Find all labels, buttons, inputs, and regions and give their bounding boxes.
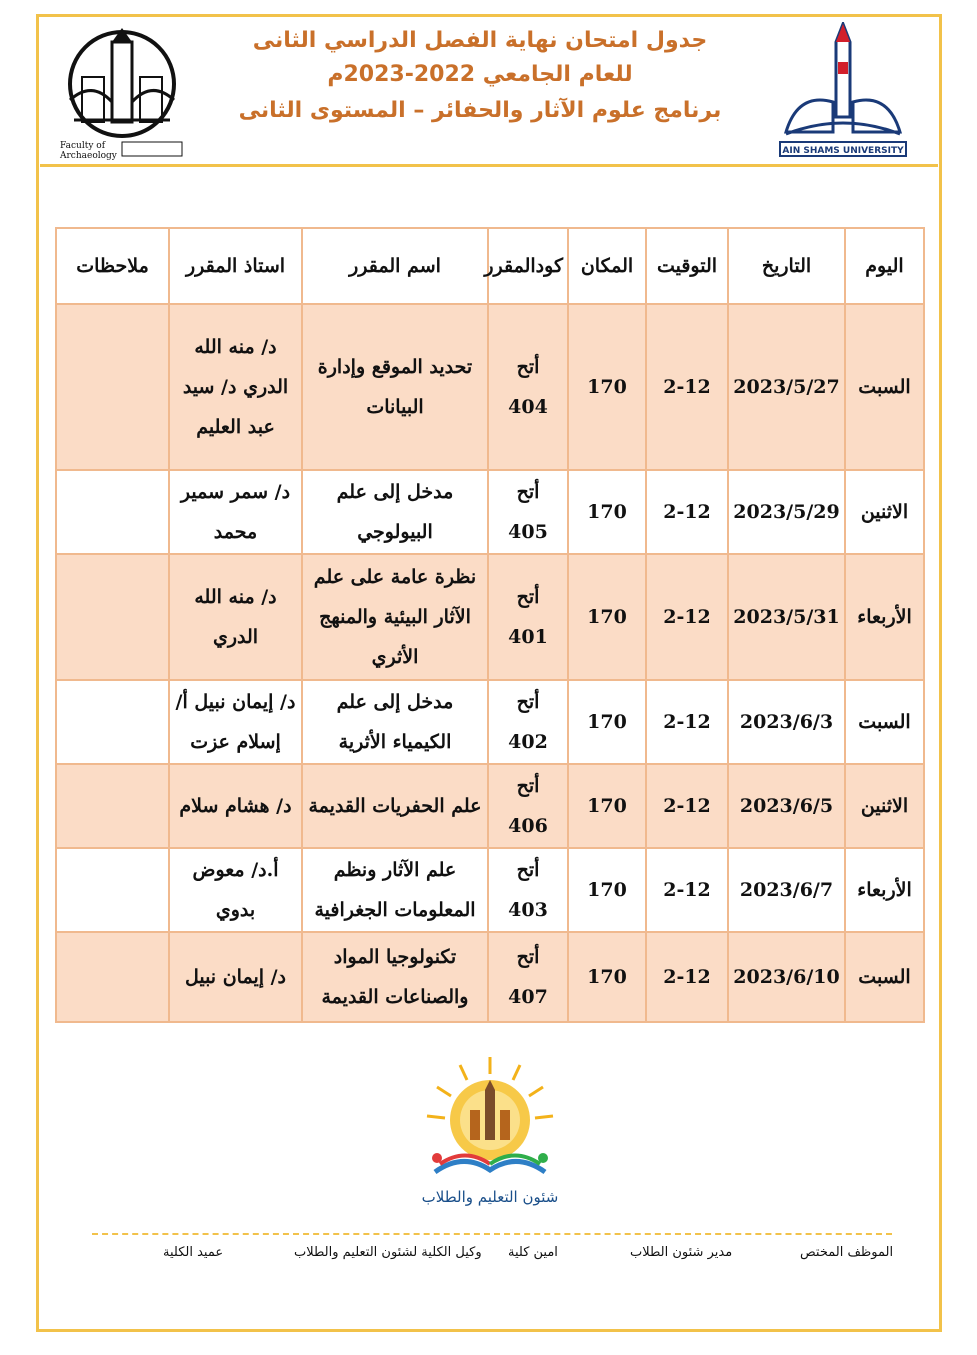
cell-time: 2-12 <box>646 470 728 554</box>
code-prefix: أتح <box>516 586 540 608</box>
table-row <box>56 304 924 470</box>
col-header-date: التاريخ <box>728 228 845 304</box>
cell-time: 2-12 <box>646 304 728 470</box>
code-number: 406 <box>508 815 548 837</box>
cell-professor: د/ سمر سمير محمد <box>169 470 302 554</box>
signature-affairs-director: مدير شئون الطلاب <box>630 1245 733 1260</box>
cell-professor: د/ إيمان نبيل <box>169 932 302 1022</box>
col-header-professor: استاذ المقرر <box>169 228 302 304</box>
cell-professor: د/ منه الله الدري د/ سيد عبد العليم <box>169 304 302 470</box>
cell-day: السبت <box>845 680 924 764</box>
student-affairs-caption: شئون التعليم والطلاب <box>421 1188 559 1206</box>
col-header-notes: ملاحظات <box>56 228 169 304</box>
col-header-time: التوقيت <box>646 228 728 304</box>
student-affairs-logo <box>415 1052 565 1212</box>
code-number: 404 <box>508 396 548 418</box>
cell-course: علم الحفريات القديمة <box>302 764 488 848</box>
cell-room: 170 <box>568 848 646 932</box>
footer-divider <box>92 1233 892 1235</box>
code-prefix: أتح <box>516 691 540 713</box>
code-number: 407 <box>508 986 548 1008</box>
cell-room: 170 <box>568 680 646 764</box>
cell-course: نظرة عامة على علم الآثار البيئية والمنهج الأثري <box>302 554 488 680</box>
cell-code <box>488 932 568 1022</box>
cell-professor: د/ منه الله الدري <box>169 554 302 680</box>
code-prefix: أتح <box>516 481 540 503</box>
faculty-logo-text2: Archaeology <box>60 151 117 160</box>
cell-notes <box>56 304 169 470</box>
cell-day: السبت <box>845 304 924 470</box>
cell-course: مدخل إلى علم الكيمياء الأثرية <box>302 680 488 764</box>
cell-time: 2-12 <box>646 764 728 848</box>
code-prefix: أتح <box>516 775 540 797</box>
signature-dean: عميد الكلية <box>163 1245 224 1260</box>
cell-day: الأربعاء <box>845 848 924 932</box>
faculty-logo <box>52 22 192 160</box>
cell-notes <box>56 932 169 1022</box>
cell-date: 2023/6/3 <box>728 680 845 764</box>
cell-professor: د/ هشام سلام <box>169 764 302 848</box>
cell-professor: د/ إيمان نبيل أ/ إسلام عزت <box>169 680 302 764</box>
code-prefix: أتح <box>516 946 540 968</box>
faculty-logo-text1: Faculty of <box>60 141 106 151</box>
cell-notes <box>56 554 169 680</box>
col-header-day: اليوم <box>845 228 924 304</box>
cell-professor: أ.د/ معوض بدوي <box>169 848 302 932</box>
code-prefix: أتح <box>516 356 540 378</box>
cell-date: 2023/5/29 <box>728 470 845 554</box>
cell-course: تكنولوجيا المواد والصناعات القديمة <box>302 932 488 1022</box>
cell-notes <box>56 680 169 764</box>
title-line-1: جدول امتحان نهاية الفصل الدراسي الثانى <box>252 28 708 53</box>
table-row <box>56 848 924 932</box>
cell-day: الاثنين <box>845 470 924 554</box>
cell-course: تحديد الموقع وإدارة البيانات <box>302 304 488 470</box>
cell-date: 2023/6/10 <box>728 932 845 1022</box>
signature-college-secretary: امين كلية <box>508 1245 558 1260</box>
code-number: 401 <box>508 626 548 648</box>
cell-day: الاثنين <box>845 764 924 848</box>
signature-officer: الموظف المختص <box>800 1245 894 1260</box>
cell-time: 2-12 <box>646 848 728 932</box>
cell-room: 170 <box>568 932 646 1022</box>
cell-room: 170 <box>568 764 646 848</box>
table-row <box>56 554 924 680</box>
cell-course: مدخل إلى علم البيولوجي <box>302 470 488 554</box>
cell-date: 2023/6/5 <box>728 764 845 848</box>
cell-code <box>488 848 568 932</box>
table-header-row <box>56 228 924 304</box>
cell-date: 2023/6/7 <box>728 848 845 932</box>
cell-code <box>488 764 568 848</box>
university-logo-text: AIN SHAMS UNIVERSITY <box>782 146 904 156</box>
cell-notes <box>56 764 169 848</box>
code-number: 405 <box>508 521 548 543</box>
title-line-3: برنامج علوم الآثار والحفائر – المستوى الثانى <box>238 98 722 123</box>
cell-date: 2023/5/27 <box>728 304 845 470</box>
col-header-room: المكان <box>568 228 646 304</box>
code-prefix: أتح <box>516 859 540 881</box>
cell-code <box>488 554 568 680</box>
cell-day: السبت <box>845 932 924 1022</box>
cell-time: 2-12 <box>646 932 728 1022</box>
code-number: 402 <box>508 731 548 753</box>
table-row <box>56 932 924 1022</box>
university-logo <box>778 22 908 158</box>
cell-room: 170 <box>568 304 646 470</box>
cell-time: 2-12 <box>646 554 728 680</box>
cell-date: 2023/5/31 <box>728 554 845 680</box>
title-line-2: للعام الجامعي 2022-2023م <box>327 62 633 87</box>
cell-code <box>488 304 568 470</box>
signature-vice-dean: وكيل الكلية لشئون التعليم والطلاب <box>294 1245 482 1260</box>
col-header-course: اسم المقرر <box>302 228 488 304</box>
exam-schedule-table <box>55 227 925 1023</box>
cell-day: الأربعاء <box>845 554 924 680</box>
cell-course: علم الآثار ونظم المعلومات الجغرافية <box>302 848 488 932</box>
table-row <box>56 470 924 554</box>
cell-room: 170 <box>568 554 646 680</box>
table-row <box>56 680 924 764</box>
table-row <box>56 764 924 848</box>
cell-notes <box>56 848 169 932</box>
col-header-code: كودالمقرر <box>488 228 568 304</box>
cell-room: 170 <box>568 470 646 554</box>
cell-notes <box>56 470 169 554</box>
cell-code <box>488 680 568 764</box>
cell-time: 2-12 <box>646 680 728 764</box>
cell-code <box>488 470 568 554</box>
code-number: 403 <box>508 899 548 921</box>
